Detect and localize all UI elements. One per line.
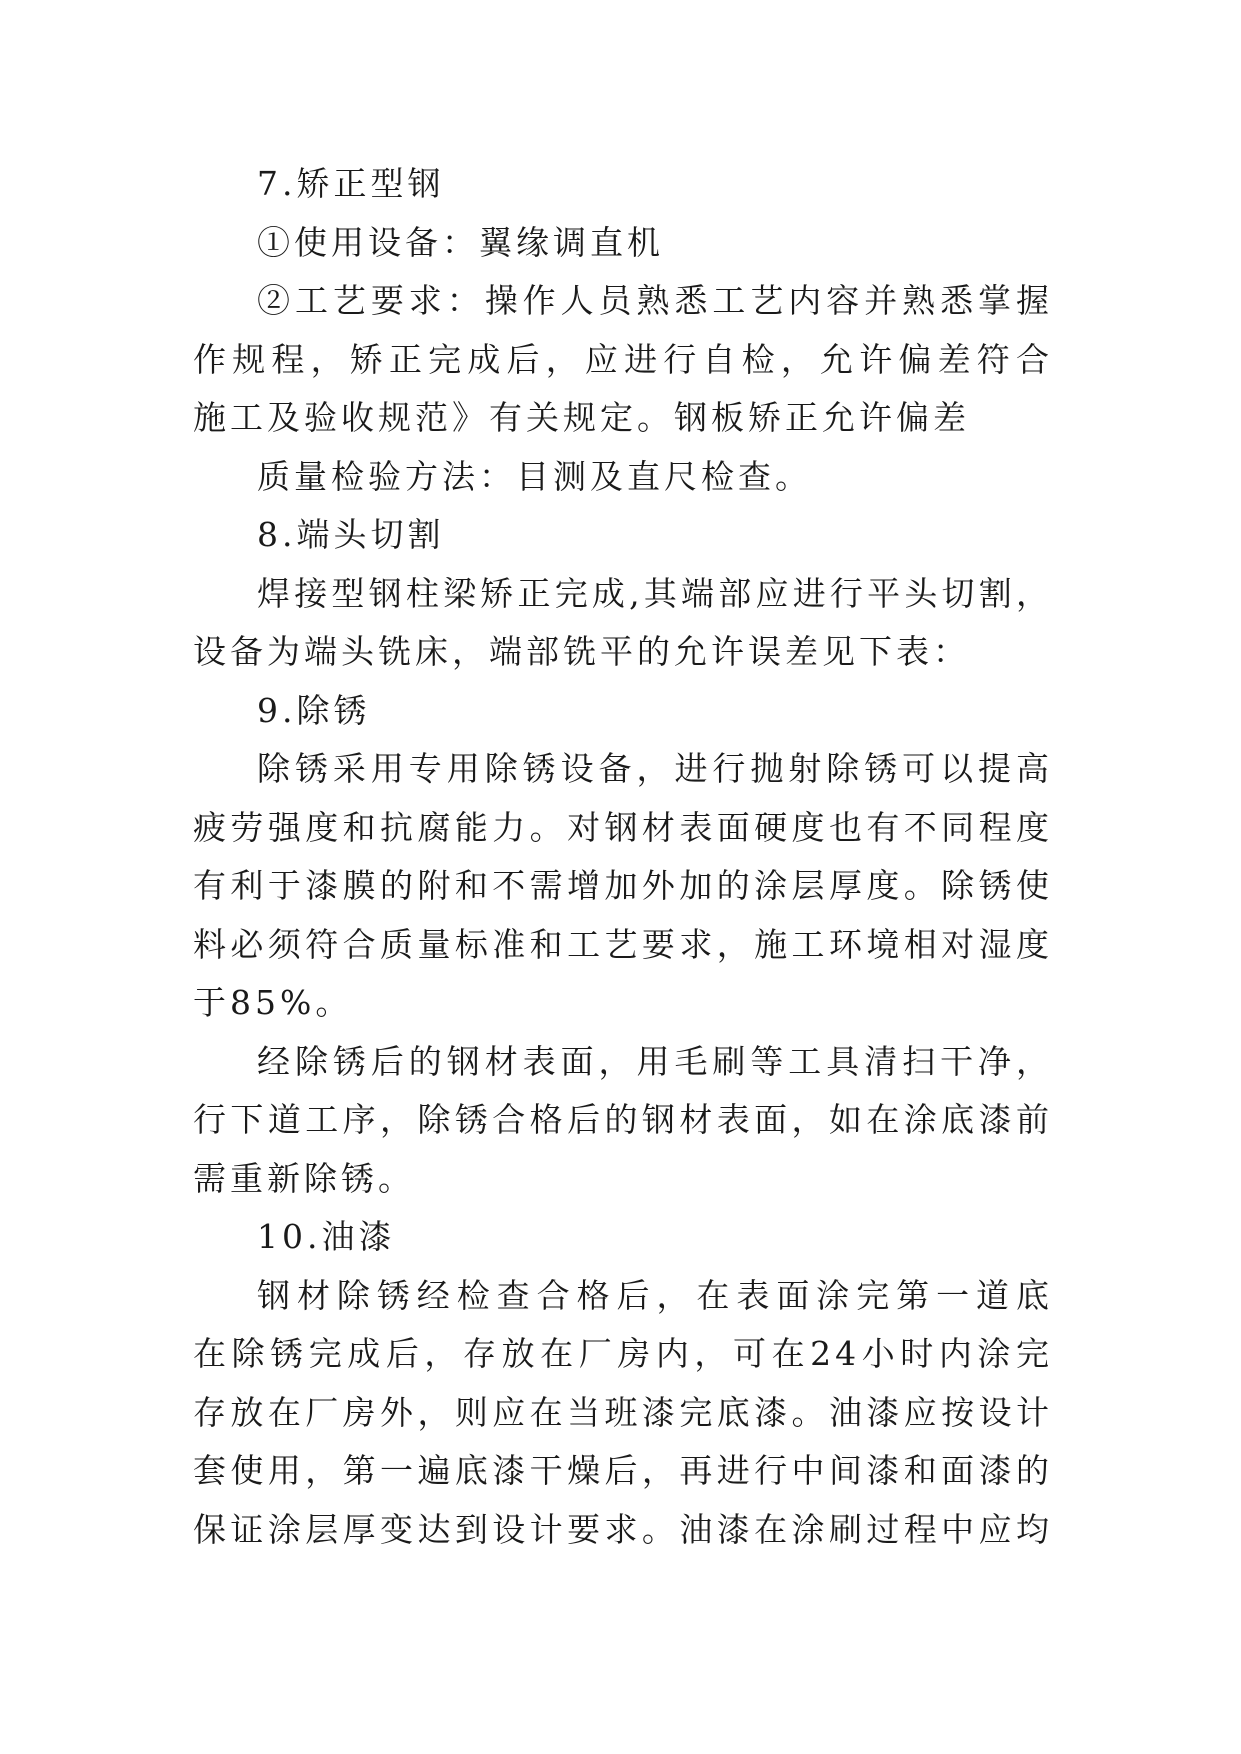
paragraph-line: 除锈采用专用除锈设备，进行抛射除锈可以提高 xyxy=(257,749,1053,788)
paragraph-line: 焊接型钢柱梁矫正完成,其端部应进行平头切割， xyxy=(257,573,1053,613)
paragraph-line: 设备为端头铣床，端部铣平的允许误差见下表： xyxy=(193,632,970,671)
paragraph-line: 套使用，第一遍底漆干燥后，再进行中间漆和面漆的 xyxy=(193,1451,1053,1490)
paragraph-line: 在除锈完成后，存放在厂房内，可在24小时内涂完 xyxy=(193,1334,1053,1373)
paragraph-line: 需重新除锈。 xyxy=(193,1158,415,1198)
paragraph-line: 作规程，矫正完成后，应进行自检，允许偏差符合 xyxy=(193,339,1053,379)
paragraph-line: 经除锈后的钢材表面，用毛刷等工具清扫干净， xyxy=(257,1041,1053,1081)
paragraph-line: 质量检验方法：目测及直尺检查。 xyxy=(257,456,812,496)
heading-7: 7.矫正型钢 xyxy=(257,164,445,203)
paragraph-line: ①使用设备：翼缘调直机 xyxy=(257,222,664,262)
paragraph-line: 有利于漆膜的附和不需增加外加的涂层厚度。除锈使 xyxy=(193,866,1053,905)
paragraph-line: 行下道工序，除锈合格后的钢材表面，如在涂底漆前 xyxy=(193,1100,1053,1139)
paragraph-line: 保证涂层厚变达到设计要求。油漆在涂刷过程中应均 xyxy=(193,1509,1053,1549)
paragraph-line: 料必须符合质量标准和工艺要求，施工环境相对湿度 xyxy=(193,924,1053,964)
paragraph-line: 施工及验收规范》有关规定。钢板矫正允许偏差 xyxy=(193,398,970,437)
document-body xyxy=(193,155,1053,1559)
paragraph-line: ②工艺要求：操作人员熟悉工艺内容并熟悉掌握 xyxy=(257,281,1053,320)
paragraph-line: 疲劳强度和抗腐能力。对钢材表面硬度也有不同程度 xyxy=(193,807,1053,847)
heading-9: 9.除锈 xyxy=(257,690,371,730)
heading-8: 8.端头切割 xyxy=(257,515,445,554)
heading-10: 10.油漆 xyxy=(257,1217,396,1256)
paragraph-line: 存放在厂房外，则应在当班漆完底漆。油漆应按设计 xyxy=(193,1392,1053,1432)
paragraph-line: 于85%。 xyxy=(193,983,353,1022)
paragraph-line: 钢材除锈经检查合格后，在表面涂完第一道底 xyxy=(257,1275,1053,1315)
